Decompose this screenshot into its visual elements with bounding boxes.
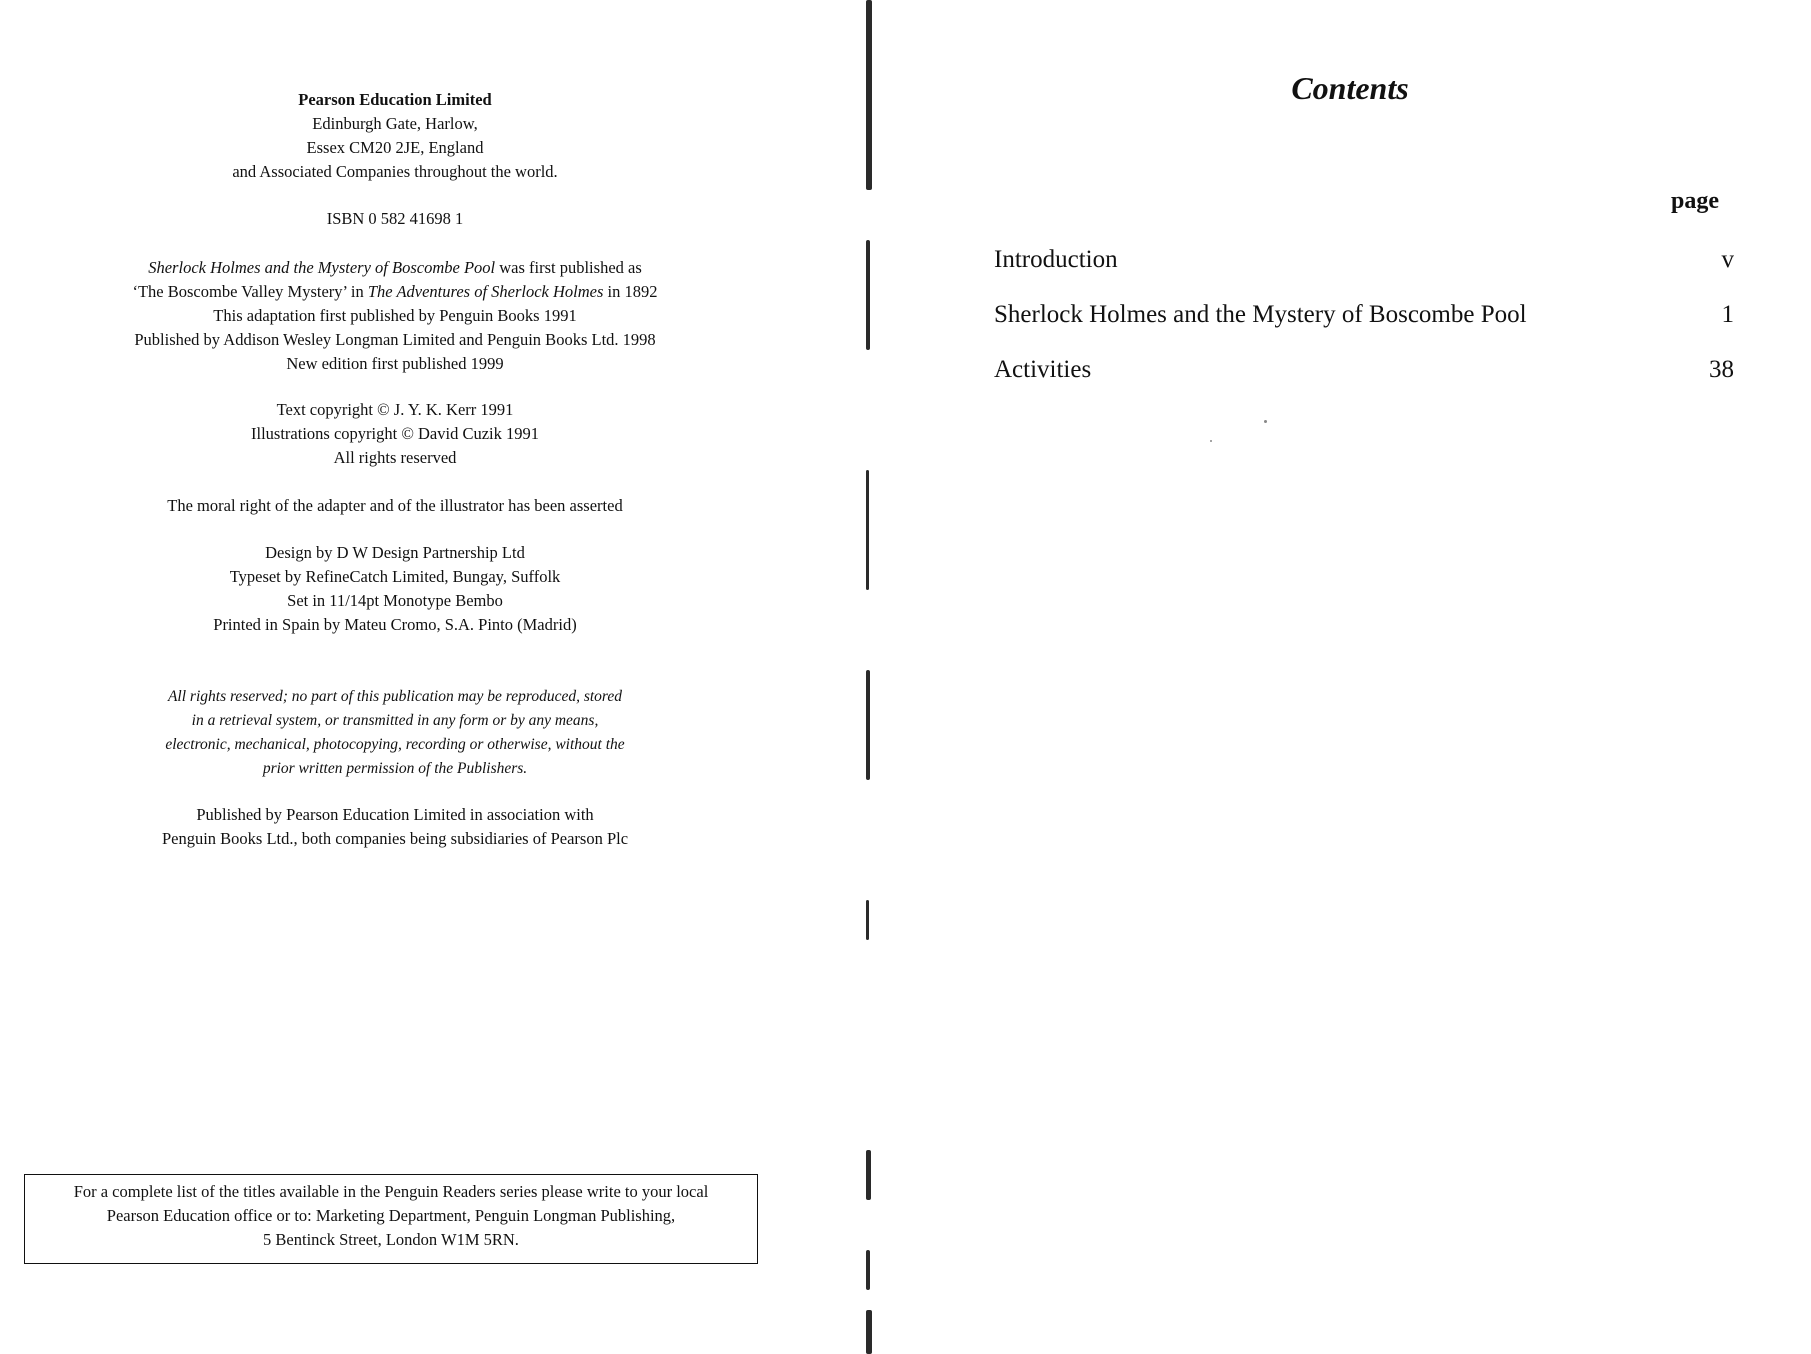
page-column-header: page — [1671, 188, 1719, 214]
rights-line: electronic, mechanical, photocopying, recording or otherwise, without the — [165, 736, 625, 753]
rights-line: All rights reserved; no part of this publication may be reproduced, stored — [167, 688, 623, 705]
toc-entry-introduction[interactable] — [994, 246, 1734, 280]
toc-entry-page: 1 — [1721, 301, 1734, 328]
publisher-address — [80, 88, 710, 184]
book-gutter-shadow — [862, 0, 878, 1354]
toc-entry-story[interactable] — [994, 301, 1734, 335]
gutter-mark — [866, 1150, 871, 1200]
production-credits — [80, 541, 710, 637]
gutter-mark — [866, 240, 870, 350]
toc-entry-title: Introduction — [994, 246, 1118, 273]
scan-speck — [1264, 420, 1267, 423]
history-line: New edition first published 1999 — [286, 354, 504, 373]
address-line: Essex CM20 2JE, England — [306, 138, 484, 157]
toc-entry-page: 38 — [1709, 356, 1734, 383]
history-line: Sherlock Holmes and the Mystery of Boscombe Pool was first published as — [148, 258, 642, 277]
notice-line: For a complete list of the titles available in the Penguin Readers series please write to your local — [73, 1182, 709, 1201]
association-line: Penguin Books Ltd., both companies being subsidiaries of Pearson Plc — [161, 829, 629, 848]
gutter-mark — [866, 670, 870, 780]
copyright-line: All rights reserved — [333, 448, 457, 467]
copyright-line: Illustrations copyright © David Cuzik 1991 — [251, 424, 539, 443]
toc-entry-page: v — [1721, 246, 1734, 273]
credit-line: Set in 11/14pt Monotype Bembo — [287, 591, 503, 610]
toc-entry-title: Sherlock Holmes and the Mystery of Boscombe Pool — [994, 301, 1527, 328]
rights-line: in a retrieval system, or transmitted in any form or by any means, — [191, 712, 599, 729]
gutter-mark — [866, 470, 869, 590]
contents-title: Contents — [1291, 70, 1409, 106]
copyright-page — [0, 0, 860, 1354]
rights-notice — [80, 685, 710, 781]
credit-line: Design by D W Design Partnership Ltd — [265, 543, 525, 562]
gutter-mark — [866, 900, 869, 940]
credit-line: Printed in Spain by Mateu Cromo, S.A. Pinto (Madrid) — [213, 615, 577, 634]
publication-history — [80, 256, 710, 376]
copyright-line: Text copyright © J. Y. K. Kerr 1991 — [276, 400, 514, 419]
publisher-name: Pearson Education Limited — [298, 90, 492, 109]
gutter-mark — [866, 1310, 872, 1354]
book-title: Sherlock Holmes and the Mystery of Boscombe Pool — [148, 258, 496, 277]
history-line: ‘The Boscombe Valley Mystery’ in The Adventures of Sherlock Holmes in 1892 — [132, 282, 658, 301]
rights-line: prior written permission of the Publishers. — [262, 760, 528, 777]
history-line: Published by Addison Wesley Longman Limited and Penguin Books Ltd. 1998 — [134, 330, 656, 349]
address-line: Edinburgh Gate, Harlow, — [312, 114, 478, 133]
association-line: Published by Pearson Education Limited in association with — [196, 805, 594, 824]
toc-entry-title: Activities — [994, 356, 1092, 383]
scan-speck — [1210, 440, 1212, 442]
toc-entry-activities[interactable] — [994, 356, 1734, 390]
penguin-readers-notice-box — [24, 1174, 758, 1264]
gutter-mark — [866, 0, 872, 190]
notice-line: 5 Bentinck Street, London W1M 5RN. — [263, 1230, 519, 1249]
moral-right: The moral right of the adapter and of the illustrator has been asserted — [167, 496, 623, 515]
history-line: This adaptation first published by Penguin Books 1991 — [213, 306, 577, 325]
copyright-block — [80, 398, 710, 470]
association-statement — [80, 803, 710, 851]
address-line: and Associated Companies throughout the world. — [232, 162, 558, 181]
notice-line: Pearson Education office or to: Marketing Department, Penguin Longman Publishing, — [106, 1206, 676, 1225]
credit-line: Typeset by RefineCatch Limited, Bungay, Suffolk — [229, 567, 561, 586]
isbn-block — [80, 207, 710, 231]
collection-title: The Adventures of Sherlock Holmes — [367, 282, 604, 301]
contents-page — [880, 0, 1811, 1354]
gutter-mark — [866, 1250, 870, 1290]
isbn: ISBN 0 582 41698 1 — [326, 209, 464, 228]
